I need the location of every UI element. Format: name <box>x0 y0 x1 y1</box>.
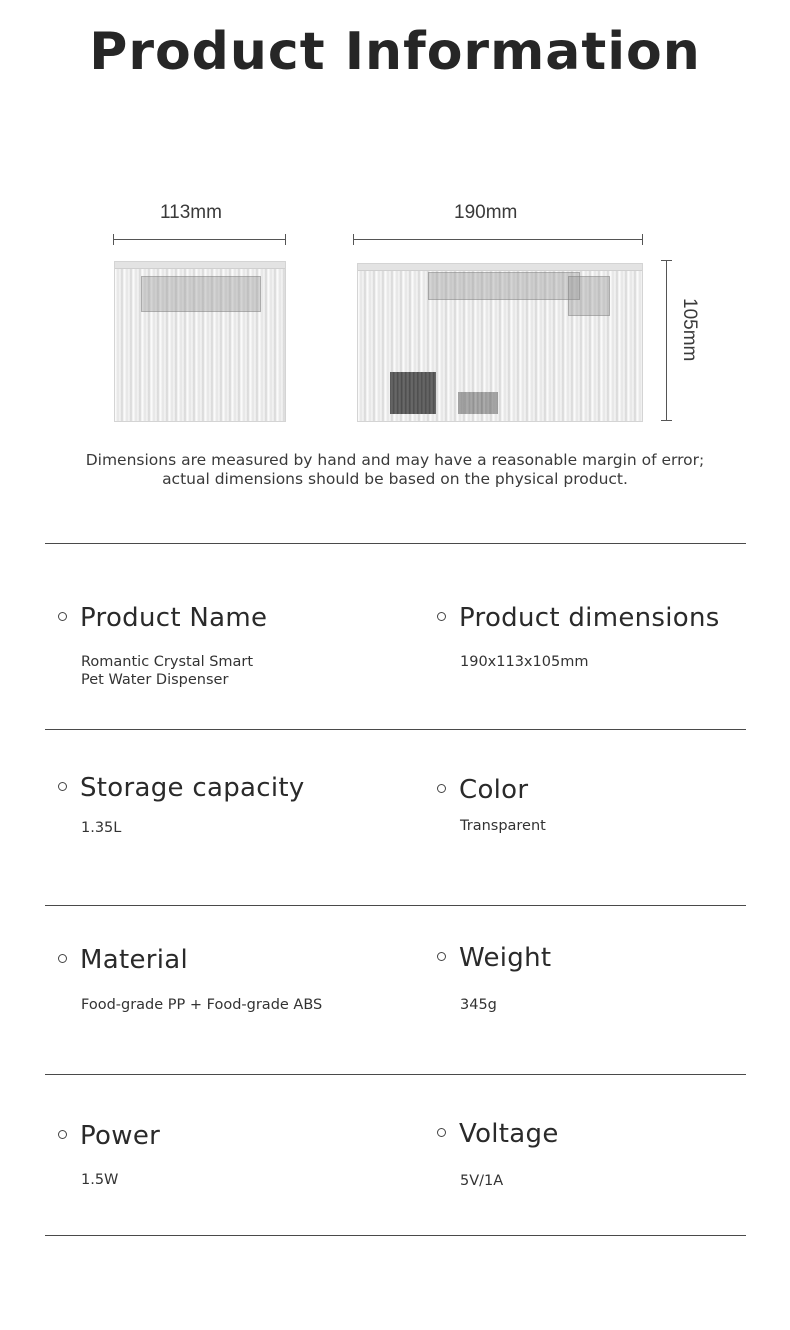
height-label: 105mm <box>679 298 700 362</box>
divider-2 <box>45 729 746 730</box>
length-tick-left <box>353 234 354 245</box>
spec-value-line-1: Food-grade PP + Food-grade ABS <box>81 997 323 1013</box>
spec-label: Product dimensions <box>459 603 720 633</box>
bullet-icon <box>437 784 446 793</box>
bullet-icon <box>58 954 67 963</box>
spec-value-line-1: 190x113x105mm <box>460 654 589 670</box>
spec-label: Storage capacity <box>80 773 305 803</box>
product-front-pump <box>458 392 498 414</box>
product-side-inner-tray <box>141 276 261 312</box>
product-front-filter <box>390 372 436 414</box>
product-front-view <box>357 263 643 422</box>
measurement-note-line-2: actual dimensions should be based on the physical product. <box>162 470 628 488</box>
spec-value-line-1: 345g <box>460 997 497 1013</box>
width-label: 113mm <box>160 202 222 223</box>
spec-value-line-1: 5V/1A <box>460 1173 504 1189</box>
product-side-view <box>114 261 286 422</box>
page-title: Product Information <box>89 22 701 82</box>
spec-value-line-2: Pet Water Dispenser <box>81 672 229 688</box>
divider-5 <box>45 1235 746 1236</box>
spec-value-line-1: 1.35L <box>81 820 122 836</box>
bullet-icon <box>58 1130 67 1139</box>
spec-value-line-1: Transparent <box>460 818 546 834</box>
spec-value <box>81 819 121 837</box>
width-tick-right <box>285 234 286 245</box>
bullet-icon <box>437 952 446 961</box>
spec-value-line-1: 1.5W <box>81 1172 119 1188</box>
spec-label: Color <box>459 775 529 805</box>
spec-label: Product Name <box>80 603 268 633</box>
length-tick-right <box>642 234 643 245</box>
spec-label: Weight <box>459 943 552 973</box>
spec-value <box>460 996 497 1014</box>
width-dimension-line <box>113 239 286 240</box>
product-front-pump-housing <box>568 276 610 316</box>
product-front-lid <box>358 264 642 271</box>
divider-3 <box>45 905 746 906</box>
measurement-note <box>0 451 790 489</box>
spec-value <box>81 653 253 689</box>
bullet-icon <box>437 1128 446 1137</box>
width-tick-left <box>113 234 114 245</box>
spec-value <box>460 817 546 835</box>
spec-value <box>81 996 322 1014</box>
spec-value <box>81 1171 118 1189</box>
spec-value <box>460 653 588 671</box>
spec-value-line-1: Romantic Crystal Smart <box>81 654 254 670</box>
spec-value <box>460 1172 503 1190</box>
product-front-inner-tray <box>428 272 580 300</box>
height-dimension-line <box>666 260 667 421</box>
divider-1 <box>45 543 746 544</box>
divider-4 <box>45 1074 746 1075</box>
height-tick-top <box>661 260 672 261</box>
length-label: 190mm <box>454 202 518 223</box>
bullet-icon <box>58 782 67 791</box>
measurement-note-line-1: Dimensions are measured by hand and may have a reasonable margin of error; <box>85 451 705 469</box>
length-dimension-line <box>353 239 643 240</box>
bullet-icon <box>437 612 446 621</box>
spec-label: Voltage <box>459 1119 559 1149</box>
bullet-icon <box>58 612 67 621</box>
height-tick-bottom <box>661 420 672 421</box>
product-side-lid <box>115 262 285 269</box>
spec-label: Material <box>80 945 189 975</box>
spec-label: Power <box>80 1121 161 1151</box>
